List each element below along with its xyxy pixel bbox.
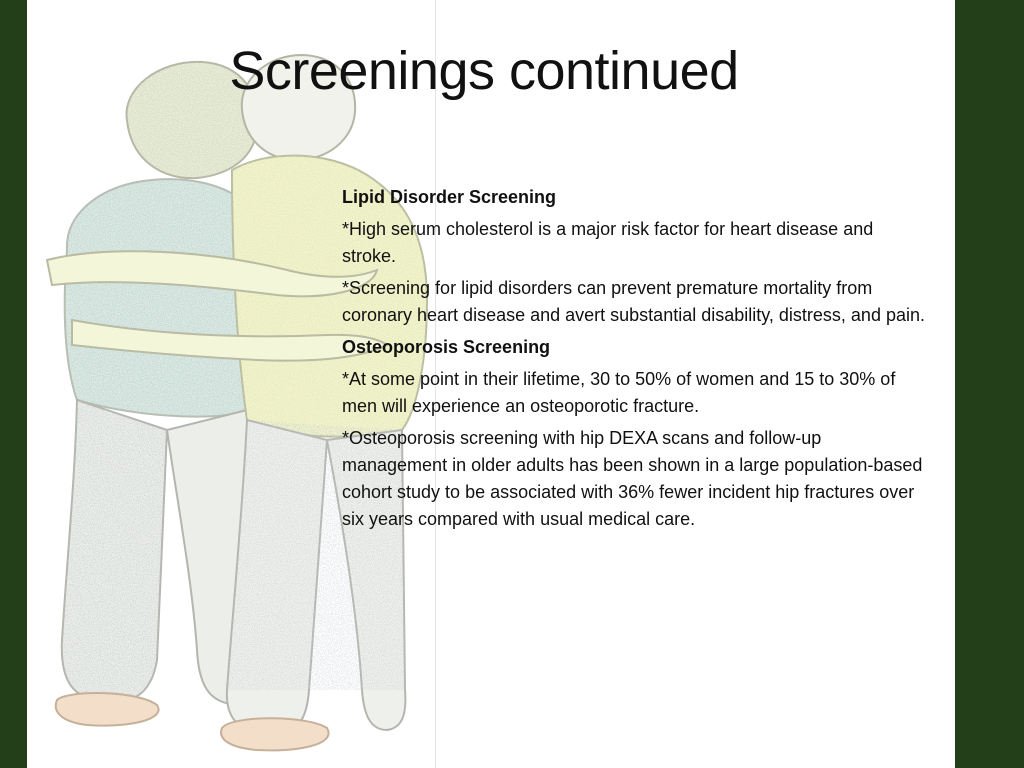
- lipid-paragraph-1: *High serum cholesterol is a major risk factor for heart disease and stroke.: [342, 219, 874, 266]
- section-heading-lipid: Lipid Disorder Screening: [342, 187, 557, 207]
- slide-title: Screenings continued: [229, 41, 739, 101]
- section-heading-osteoporosis: Osteoporosis Screening: [342, 337, 551, 357]
- osteoporosis-paragraph-1: *At some point in their lifetime, 30 to 50% of women and 15 to 30% of men will experience an osteoporotic fracture.: [342, 369, 896, 416]
- lipid-paragraph-2: *Screening for lipid disorders can prevent premature mortality from coronary heart disease and avert substantial disability, distress, and pain.: [342, 278, 925, 325]
- osteoporosis-paragraph-2: *Osteoporosis screening with hip DEXA scans and follow-up management in older adults has been shown in a large population-based cohort study to be associated with 36% fewer incident hip fractures over six years compared with usual medical care.: [342, 428, 923, 529]
- slide-body: [342, 184, 926, 538]
